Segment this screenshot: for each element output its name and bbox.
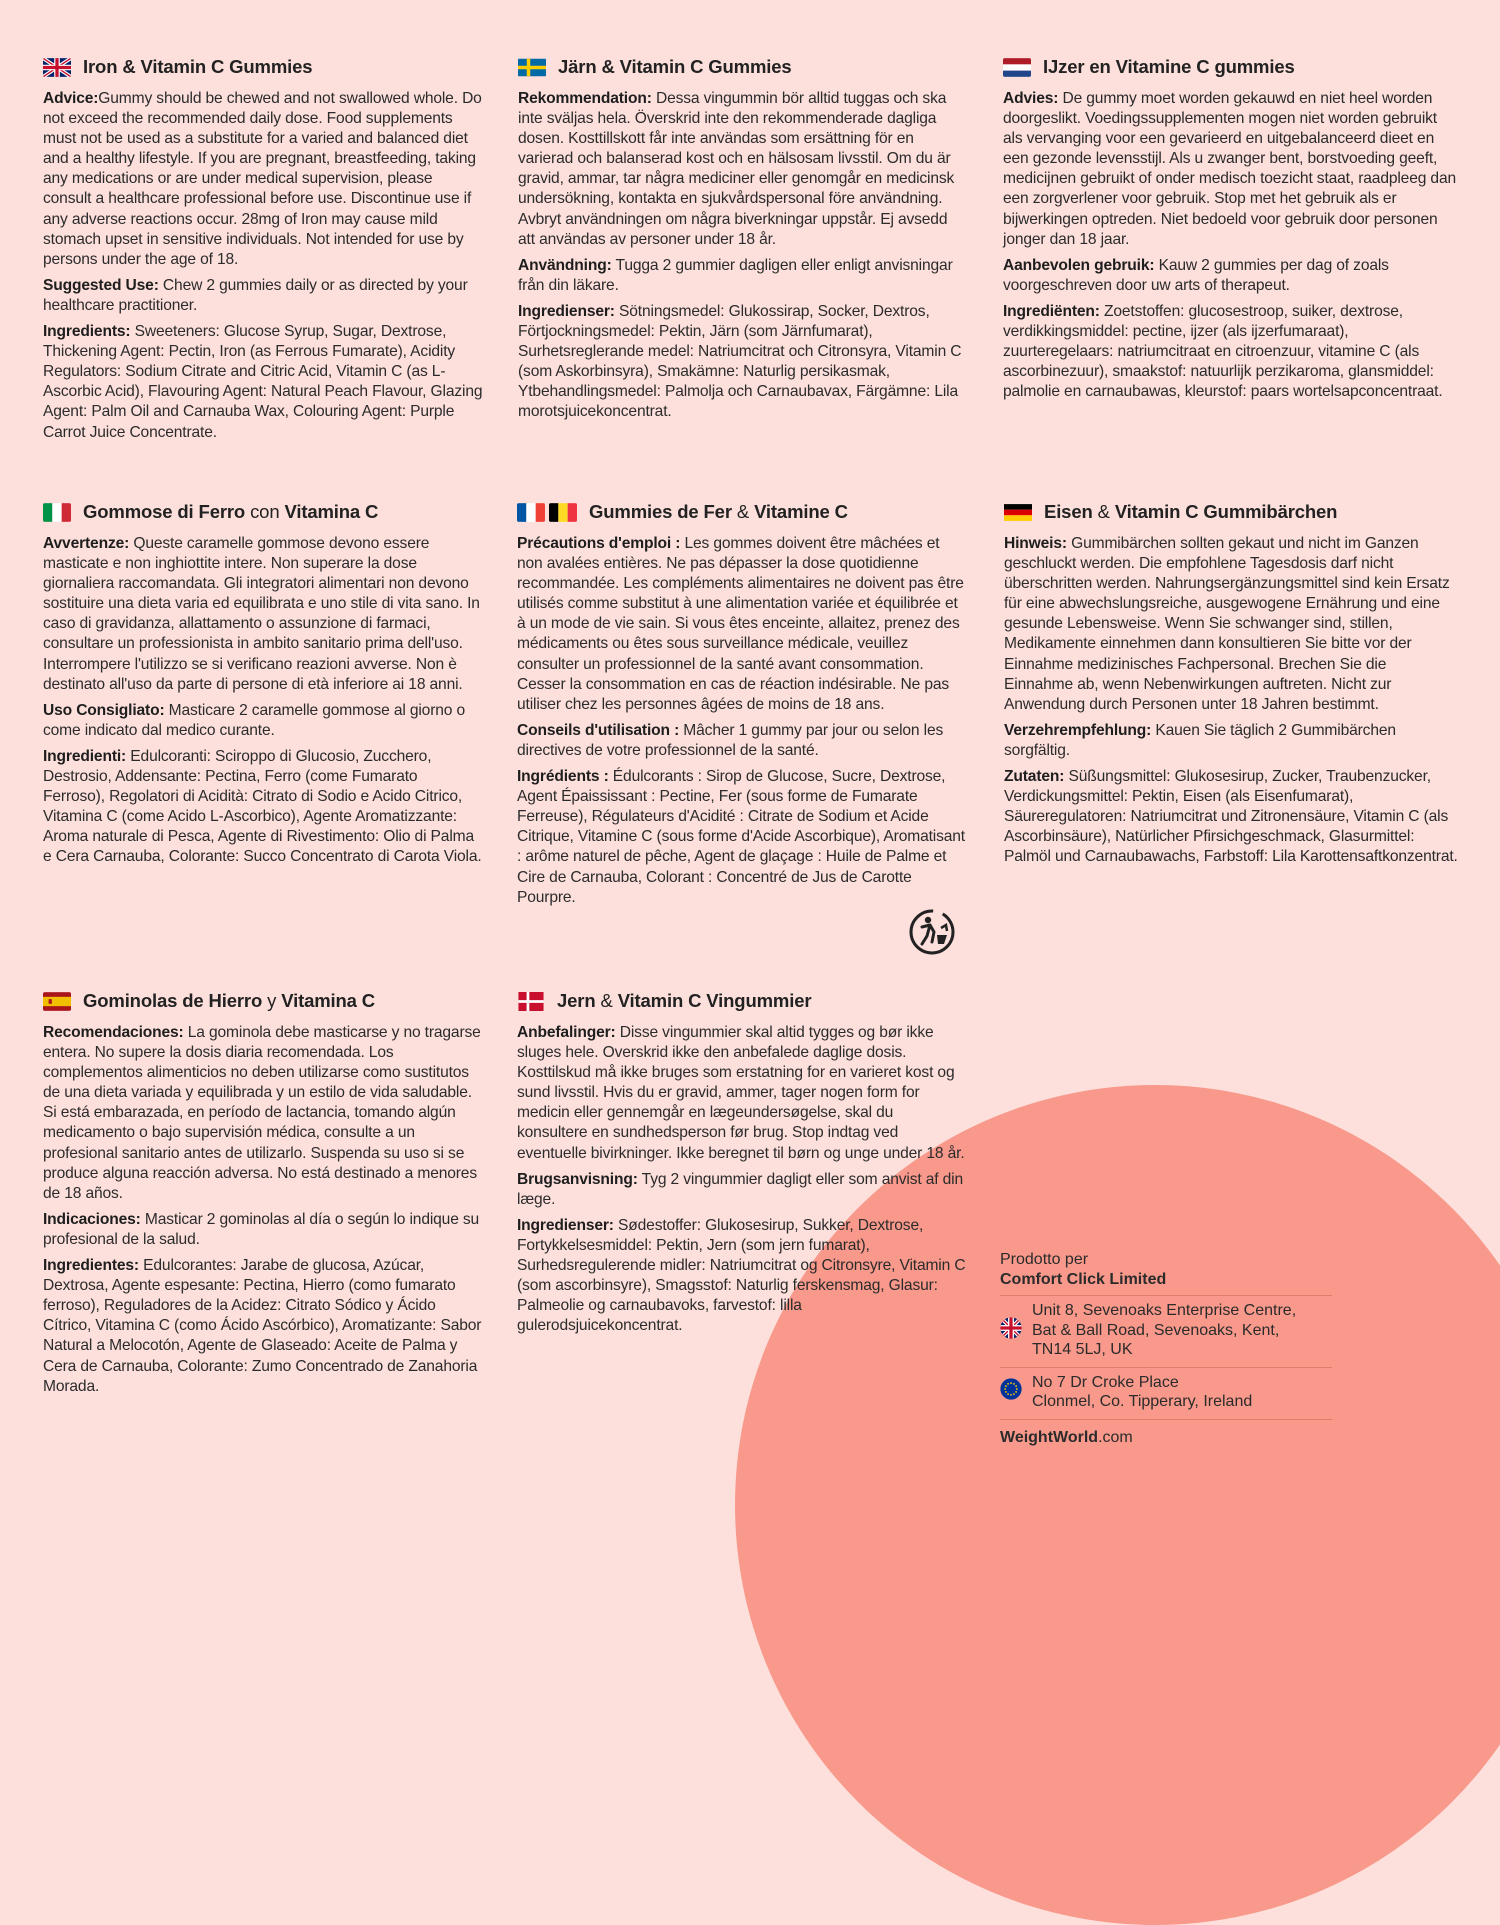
section-title-part-2: Vitamine C: [754, 500, 848, 522]
belgium-flag-icon: [549, 503, 577, 522]
triman-recycle-icon: [908, 908, 956, 956]
use-paragraph: [1004, 721, 1459, 761]
use-paragraph: [1003, 256, 1458, 296]
ingredients-label: Ingredienser:: [517, 1216, 614, 1234]
uk-round-flag-icon: [1000, 1317, 1022, 1339]
section-title: IJzer en Vitamine C gummies: [1043, 55, 1295, 77]
eu-address-row: [1000, 1367, 1332, 1419]
ingredients-text: Edulcoranti: Sciroppo di Glucosio, Zucchero, Destrosio, Addensante: Pectina, Ferro (come Fumarato Ferroso), Regolatori di Acidità: Citrato di Sodio e Acido Citrico, Vitamina C (come Acido L-Ascorbico), Agente Aromatizzante: Aroma naturale di Pesca, Agente di Rivestimento: Olio di Palma e Cera Carnauba, Colorante: Succo Concentrato di Carota Viola.: [43, 747, 482, 866]
advice-paragraph: [517, 1023, 967, 1164]
use-label: Conseils d'utilisation :: [517, 721, 680, 739]
section-title: Järn & Vitamin C Gummies: [558, 55, 792, 77]
uk-flag-icon: [43, 58, 71, 77]
ingredients-text: Süßungsmittel: Glukosesirup, Zucker, Traubenzucker, Verdickungsmittel: Pektin, Eisen (als Eisenfumarat), Säureregulatoren: Natriumcitrat und Zitronensäure, Vitamin C (als Ascorbinsäure), Natürlicher Pfirsichgeschmack, Glasurmittel: Palmöl und Carnaubawachs, Farbstoff: Lila Karottensaftkonzentrat.: [1004, 768, 1458, 866]
section-title-connector: &: [736, 500, 750, 522]
use-text: Masticar 2 gominolas al día o según lo indique su profesional de la salud.: [43, 1210, 480, 1248]
advice-paragraph: [1004, 534, 1459, 715]
use-label: Brugsanvisning:: [517, 1170, 638, 1188]
use-label: Indicaciones:: [43, 1210, 141, 1228]
section-spanish-heading: [43, 989, 483, 1013]
section-french: [517, 500, 967, 914]
eu-address-line: Clonmel, Co. Tipperary, Ireland: [1032, 1393, 1253, 1410]
advice-text: Dessa vingummin bör alltid tuggas och ska inte sväljas hela. Överskrid inte den rekommenderade dagliga dosen. Kosttillskott får inte användas som ersättning för en varierad och balanserad kost och en hälsosam livsstil. Om du är gravid, ammar, tar några mediciner eller genomgår en medicinsk undersökning, kontakta en sjukvårdspersonal före användning. Avbryt användningen om några biverkningar uppstår. Ej avsedd att användas av personer under 18 år.: [518, 90, 955, 248]
eu-address-line: No 7 Dr Croke Place: [1032, 1373, 1179, 1391]
use-paragraph: [43, 1210, 483, 1250]
use-paragraph: [517, 1170, 967, 1210]
advice-paragraph: [43, 534, 483, 695]
ingredients-label: Zutaten:: [1004, 768, 1065, 786]
ingredients-label: Ingredienser:: [518, 302, 615, 320]
use-text: Tyg 2 vingummier dagligt eller som anvist af din læge.: [517, 1170, 963, 1208]
advice-paragraph: [1003, 89, 1458, 250]
section-italian: [43, 500, 483, 874]
section-title-connector: y: [267, 989, 277, 1011]
uk-address-line: Unit 8, Sevenoaks Enterprise Centre,: [1032, 1302, 1297, 1319]
netherlands-flag-icon: [1003, 58, 1031, 77]
spain-flag-icon: [43, 992, 71, 1011]
use-label: Verzehrempfehlung:: [1004, 721, 1152, 739]
ingredients-label: Ingrediënten:: [1003, 302, 1100, 320]
advice-label: Anbefalinger:: [517, 1024, 616, 1041]
section-title-part-1: Gommose di Ferro: [83, 500, 246, 522]
section-title-connector: &: [1097, 500, 1110, 522]
advice-text: De gummy moet worden gekauwd en niet heel worden doorgeslikt. Voedingssupplementen mogen niet worden gebruikt als vervanging voor een gevarieerd en uitgebalanceerd dieet en een gezonde levensstijl. Als u zwanger bent, borstvoeding geeft, medicijnen gebruikt of onder medisch toezicht staat, raadpleeg dan een zorgverlener voor gebruik. Stop met het gebruik als er bijwerkingen optreden. Niet bedoeld voor gebruik door personen jonger dan 18 jaar.: [1003, 90, 1456, 248]
section-swedish-heading: [518, 55, 966, 79]
ingredients-paragraph: [43, 322, 483, 443]
ingredients-text: Zoetstoffen: glucosestroop, suiker, dextrose, verdikkingsmiddel: pectine, ijzer (als ijzerfumaraat), zuurteregelaars: natriumcitraat en citroenzuur, vitamine C (als ascorbinezuur), smaakstof: natuurlijk perzikaroma, glansmiddel: palmolie en carnaubawas, kleurstof: paars wortelsapconcentraat.: [1003, 302, 1443, 401]
advice-paragraph: [517, 534, 967, 715]
section-italian-heading: [43, 500, 483, 524]
advice-label: Précautions d'emploi :: [517, 535, 681, 552]
advice-paragraph: [518, 89, 966, 250]
section-english-heading: [43, 55, 483, 79]
uk-address-line: TN14 5LJ, UK: [1032, 1341, 1133, 1358]
ingredients-paragraph: [518, 302, 966, 423]
advice-label: Avvertenze:: [43, 535, 130, 552]
use-label: Suggested Use:: [43, 276, 159, 294]
manufacturer-info: [1000, 1250, 1332, 1447]
produced-by-label: Prodotto per: [1000, 1251, 1089, 1268]
advice-paragraph: [43, 89, 483, 270]
advice-text: Disse vingummier skal altid tygges og bør ikke sluges hele. Overskrid ikke den anbefalede daglige dosis. Kosttilskud må ikke bruges som erstatning for en varieret kost og sund livsstil. Hvis du er gravid, ammer, tager nogen form for medicin eller gennemgår en lægeundersøgelse, skal du konsultere en sundhedsperson før brug. Stop indtag ved eventuelle bivirkninger. Ikke beregnet til børn og unge under 18 år.: [517, 1024, 965, 1162]
section-danish-heading: [517, 989, 967, 1013]
italy-flag-icon: [43, 503, 71, 522]
ingredients-paragraph: [43, 747, 483, 868]
brand-name: WeightWorld: [1000, 1428, 1099, 1446]
section-dutch-heading: [1003, 55, 1458, 79]
ingredients-paragraph: [517, 1216, 967, 1337]
advice-text: La gominola debe masticarse y no tragarse entera. No supere la dosis diaria recomendada. Los complementos alimenticios no deben utilizarse como sustitutos de una dieta variada y equilibrada y un estilo de vida saludable. Si está embarazada, en período de lactancia, tomando algún medicamento o bajo supervisión médica, consulte a un profesional sanitario antes de utilizarlo. Suspenda su uso si se produce alguna reacción adversa. No está destinado a menores de 18 años.: [43, 1024, 481, 1202]
ingredients-paragraph: [43, 1256, 483, 1397]
section-title-connector: &: [600, 989, 613, 1011]
germany-flag-icon: [1004, 503, 1032, 522]
advice-paragraph: [43, 1023, 483, 1204]
section-title-part-1: Gominolas de Hierro: [83, 989, 263, 1011]
advice-text: Gummibärchen sollten gekaut und nicht im Ganzen geschluckt werden. Die empfohlene Tagesdosis darf nicht überschritten werden. Nahrungsergänzungsmittel sind kein Ersatz für eine abwechslungsreiche, ausgewogene Ernährung und eine gesunde Lebensweise. Wenn Sie schwanger sind, stillen, Medikamente einnehmen dann konsultieren Sie bitte vor der Einnahme medizinisches Fachpersonal. Brechen Sie die Einnahme ab, wenn Nebenwirkungen auftreten. Nicht zur Anwendung durch Personen unter 18 Jahren bestimmt.: [1004, 535, 1450, 713]
use-paragraph: [517, 721, 967, 761]
ingredients-label: Ingredients:: [43, 323, 131, 341]
uk-address-row: [1000, 1295, 1332, 1367]
brand-suffix: .com: [1098, 1428, 1133, 1446]
use-text: Kauen Sie täglich 2 Gummibärchen sorgfältig.: [1004, 721, 1396, 759]
ingredients-text: Édulcorants : Sirop de Glucose, Sucre, Dextrose, Agent Épaississant : Pectine, Fer (sous forme de Fumarate Ferreuse), Régulateurs d'Acidité : Citrate de Sodium et Acide Citrique, Vitamine C (sous forme d'Acide Ascorbique), Aromatisant : arôme naturel de pêche, Agent de glaçage : Huile de Palme et Cire de Carnauba, Colorant : Concentré de Jus de Carotte Pourpre.: [517, 768, 965, 906]
section-german: [1004, 500, 1459, 874]
section-german-heading: [1004, 500, 1459, 524]
use-paragraph: [43, 276, 483, 316]
section-title: Iron & Vitamin C Gummies: [83, 55, 313, 77]
advice-label: Recomendaciones:: [43, 1024, 184, 1041]
use-paragraph: [43, 701, 483, 741]
use-label: Användning:: [518, 256, 612, 274]
section-swedish: [518, 55, 966, 429]
section-french-heading: [517, 500, 967, 524]
section-title-part-2: Vitamin C Vingummier: [617, 989, 812, 1011]
advice-text: Les gommes doivent être mâchées et non avalées entières. Ne pas dépasser la dose quotidienne recommandée. Les compléments alimentaires ne doivent pas être utilisés comme substitut à une alimentation variée et équilibrée et à un mode de vie sain. Si vous êtes enceinte, allaitez, prenez des médicaments ou êtes sous surveillance médicale, veuillez consulter un professionnel de la santé avant consommation. Cesser la consommation en cas de réaction indésirable. Ne pas utiliser chez les personnes âgées de moins de 18 ans.: [517, 535, 964, 713]
uk-address-line: Bat & Ball Road, Sevenoaks, Kent,: [1032, 1321, 1280, 1339]
brand-website: [1000, 1419, 1332, 1448]
ingredients-paragraph: [1003, 302, 1458, 402]
eu-round-flag-icon: [1000, 1378, 1022, 1400]
ingredients-label: Ingredientes:: [43, 1257, 139, 1275]
company-name: Comfort Click Limited: [1000, 1270, 1167, 1288]
section-title-part-1: Eisen: [1044, 500, 1093, 522]
use-label: Aanbevolen gebruik:: [1003, 256, 1155, 274]
section-title-part-1: Jern: [557, 989, 596, 1011]
use-text: Kauw 2 gummies per dag of zoals voorgeschreven door uw arts of therapeut.: [1003, 256, 1389, 294]
section-title-part-1: Gummies de Fer: [589, 500, 732, 522]
eu-address: [1032, 1373, 1252, 1412]
uk-address: [1032, 1301, 1296, 1360]
ingredients-text: Edulcorantes: Jarabe de glucosa, Azúcar, Dextrosa, Agente espesante: Pectina, Hierro (como fumarato ferroso), Reguladores de la Acidez: Citrato Sódico y Ácido Cítrico, Vitamina C (como Ácido Ascórbico), Aromatizante: Sabor Natural a Melocotón, Agente de Glaseado: Aceite de Palma y Cera de Carnauba, Colorante: Zumo Concentrado de Zanahoria Morada.: [43, 1257, 482, 1395]
advice-label: Rekommendation:: [518, 90, 652, 107]
advice-label: Hinweis:: [1004, 535, 1067, 552]
use-paragraph: [518, 256, 966, 296]
sweden-flag-icon: [518, 58, 546, 77]
ingredients-text: Sweeteners: Glucose Syrup, Sugar, Dextrose, Thickening Agent: Pectin, Iron (as Ferrous Fumarate), Acidity Regulators: Sodium Citrate and Citric Acid, Vitamin C (as L-Ascorbic Acid), Flavouring Agent: Natural Peach Flavour, Glazing Agent: Palm Oil and Carnauba Wax, Colouring Agent: Purple Carrot Juice Concentrate.: [43, 323, 483, 441]
ingredients-label: Ingrédients :: [517, 768, 609, 786]
use-label: Uso Consigliato:: [43, 701, 165, 719]
section-title-part-2: Vitamina C: [281, 989, 375, 1011]
advice-text: Queste caramelle gommose devono essere masticate e non inghiottite intere. Non superare la dose giornaliera raccomandata. Gli integratori alimentari non devono sostituire una dieta varia ed equilibrata e uno stile di vita sano. In caso di gravidanza, allattamento o assunzione di farmaci, consultare un professionista in ambito sanitario prima dell'uso. Interrompere l'utilizzo se si verificano reazioni avverse. Non è destinato all'uso da parte di persone di età inferiore ai 18 anni.: [43, 535, 480, 693]
use-text: Chew 2 gummies daily or as directed by your healthcare practitioner.: [43, 276, 468, 314]
use-text: Tugga 2 gummier dagligen eller enligt anvisningar från din läkare.: [518, 256, 953, 294]
france-flag-icon: [517, 503, 545, 522]
section-title-part-2: Vitamina C: [284, 500, 379, 522]
section-danish: [517, 989, 967, 1342]
ingredients-label: Ingredienti:: [43, 747, 127, 765]
section-english: [43, 55, 483, 449]
ingredients-text: Sötningsmedel: Glukossirap, Socker, Dextros, Förtjockningsmedel: Pektin, Järn (som Järnfumarat), Surhetsreglerande medel: Natriumcitrat och Citronsyra, Vitamin C (som Askorbinsyra), Smakämne: Naturlig persikasmak, Ytbehandlingsmedel: Palmolja och Carnaubavax, Färgämne: Lila morotsjuicekoncentrat.: [518, 302, 962, 421]
advice-label: Advice:: [43, 90, 99, 107]
use-text: Mâcher 1 gummy par jour ou selon les directives de votre professionnel de la santé.: [517, 721, 944, 759]
advice-text: Gummy should be chewed and not swallowed whole. Do not exceed the recommended daily dose. Food supplements must not be used as a substitute for a varied and balanced diet and a healthy lifestyle. If you are pregnant, breastfeeding, taking any medications or are under medical supervision, please consult a healthcare professional before use. Discontinue use if any adverse reactions occur. 28mg of Iron may cause mild stomach upset in sensitive individuals. Not intended for use by persons under the age of 18.: [43, 90, 482, 268]
section-title-connector: con: [250, 500, 280, 522]
section-dutch: [1003, 55, 1458, 408]
denmark-flag-icon: [517, 992, 545, 1011]
use-text: Masticare 2 caramelle gommose al giorno o come indicato dal medico curante.: [43, 701, 465, 739]
ingredients-paragraph: [517, 767, 967, 908]
advice-label: Advies:: [1003, 90, 1059, 107]
ingredients-paragraph: [1004, 767, 1459, 867]
section-title-part-2: Vitamin C Gummibärchen: [1114, 500, 1338, 522]
ingredients-text: Sødestoffer: Glukosesirup, Sukker, Dextrose, Fortykkelsesmiddel: Pektin, Jern (som jern fumarat), Surhedsregulerende midler: Natriumcitrat og Citronsyre, Vitamin C (som ascorbinsyre), Smagsstof: Naturlig ferskensmag, Glasur: Palmeolie og carnaubavoks, farvestof: lilla gulerodsjuicekoncentrat.: [517, 1216, 966, 1335]
section-spanish: [43, 989, 483, 1403]
